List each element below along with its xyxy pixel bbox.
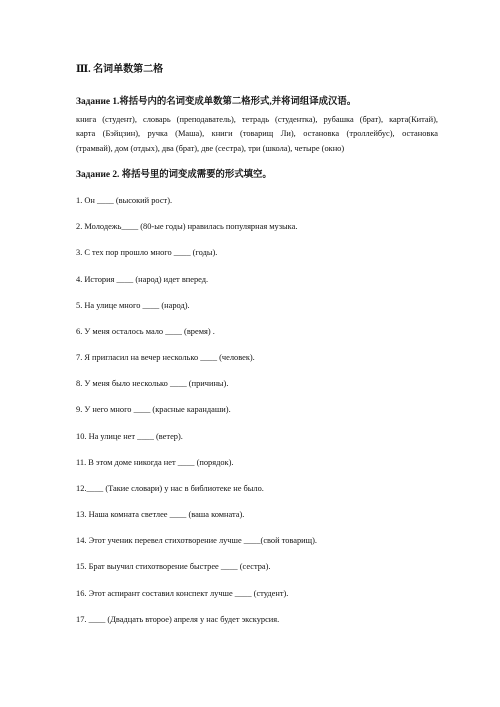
exercise-item: 1. Он ____ (высокий рост). [76, 196, 173, 205]
task1-title: Задание 1.将括号内的名词变成单数第二格形式,并将词组译成汉语。 [76, 97, 357, 107]
task1-line: (трамвай), дом (отдых), два (брат), две (сестра), три (школа), четыре (окно) [76, 143, 345, 153]
exercise-item: 10. На улице нет ____ (ветер). [76, 432, 183, 441]
exercise-item: 12.____ (Такие словари) у нас в библиотеке не было. [76, 484, 264, 493]
exercise-item: 4. История ____ (народ) идет вперед. [76, 275, 209, 284]
exercise-item: 11. В этом доме никогда нет ____ (порядок). [76, 458, 234, 467]
exercise-item: 17. ____ (Двадцать второе) апреля у нас будет экскурсия. [76, 615, 280, 624]
exercise-item: 5. На улице много ____ (народ). [76, 301, 190, 310]
exercise-item: 8. У меня было несколько ____ (причины). [76, 379, 229, 388]
section-title: Ⅲ. 名词单数第二格 [76, 64, 164, 75]
task1-line: карта (Бэйцзин), ручка (Маша), книги (товарищ Ли), остановка (троллейбус), остановка [76, 129, 438, 139]
task1-line: книга (студент), словарь (преподаватель), тетрадь (студентка), рубашка (брат), карта(Китай), [76, 115, 438, 124]
exercise-item: 7. Я пригласил на вечер несколько ____ (человек). [76, 353, 255, 362]
exercise-item: 15. Брат выучил стихотворение быстрее ____ (сестра). [76, 562, 271, 571]
exercise-item: 6. У меня осталось мало ____ (время) . [76, 327, 215, 336]
exercise-item: 9. У него много ____ (красные карандаши). [76, 405, 231, 414]
exercise-item: 3. С тех пор прошло много ____ (годы). [76, 248, 218, 257]
task1-word-list [76, 113, 438, 156]
exercise-item: 14. Этот ученик перевел стихотворение лучше ____(свой товарищ). [76, 536, 317, 545]
exercise-item: 13. Наша комната светлее ____ (ваша комната). [76, 510, 245, 519]
exercise-item: 2. Молодежь____ (80-ые годы) нравилась популярная музыка. [76, 222, 298, 231]
task2-title: Задание 2. 将括号里的词变成需要的形式填空。 [76, 170, 272, 180]
exercise-item: 16. Этот аспирант составил конспект лучше ____ (студент). [76, 589, 289, 598]
